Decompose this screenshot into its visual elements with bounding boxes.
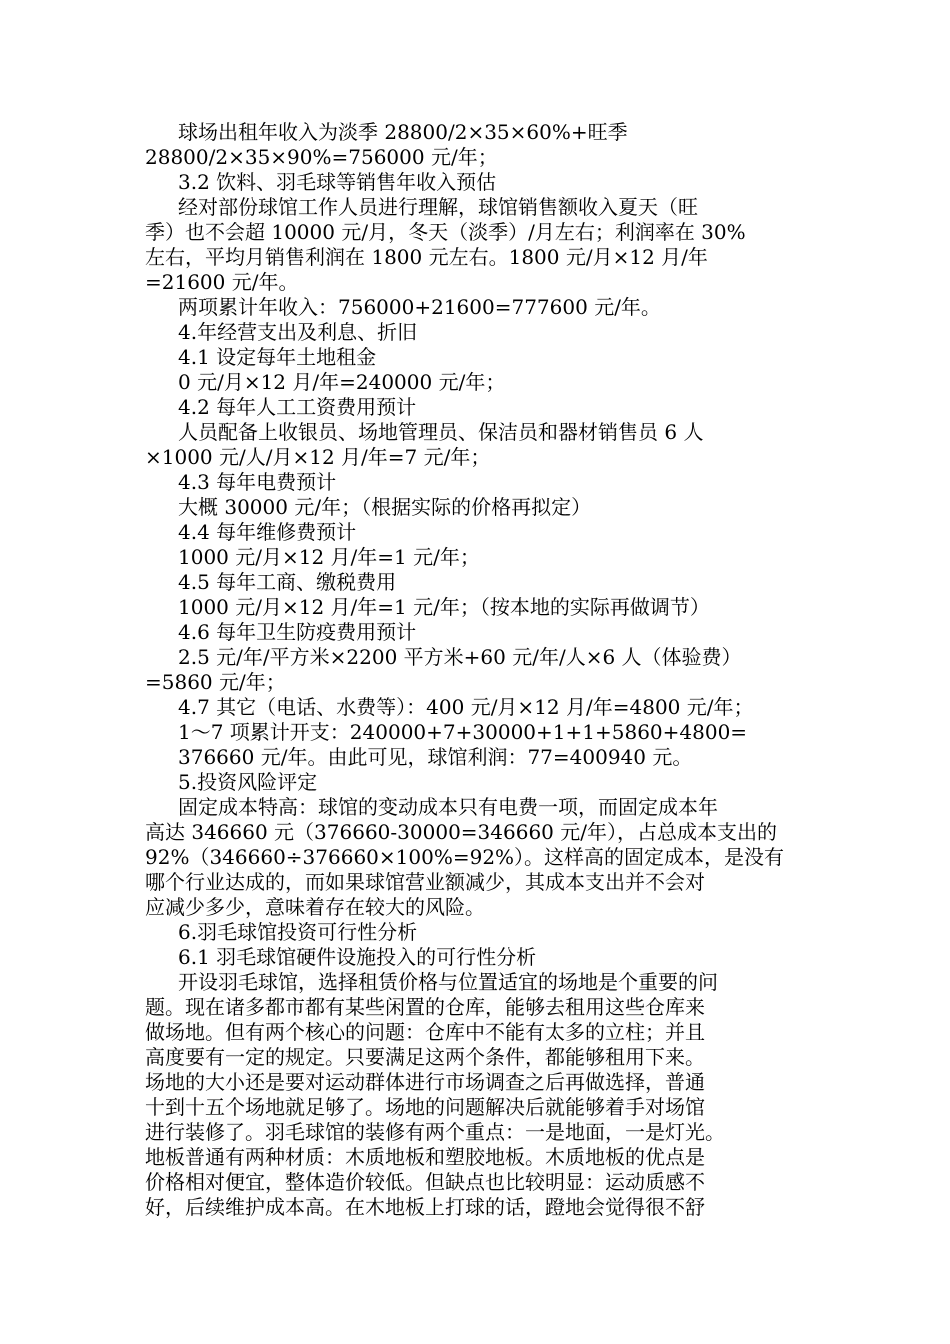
text-line: 大概 30000 元/年；（根据实际的价格再拟定） (178, 495, 592, 519)
text-line: 1000 元/月×12 月/年=1 元/年； (178, 545, 480, 569)
text-line: 4.1 设定每年土地租金 (178, 345, 377, 369)
text-line: 5.投资风险评定 (178, 770, 318, 794)
document-body (145, 120, 795, 1220)
text-line: 好，后续维护成本高。在木地板上打球的话，蹬地会觉得很不舒 (145, 1195, 705, 1219)
text-line: 376660 元/年。由此可见，球馆利润：77=400940 元。 (178, 745, 693, 769)
text-line: 哪个行业达成的，而如果球馆营业额减少，其成本支出并不会对 (145, 870, 705, 894)
text-line: 1000 元/月×12 月/年=1 元/年；（按本地的实际再做调节） (178, 595, 710, 619)
text-line: =5860 元/年； (145, 670, 286, 694)
text-line: 季）也不会超 10000 元/月，冬天（淡季）/月左右；利润率在 30% (145, 220, 746, 244)
text-line: 价格相对便宜，整体造价较低。但缺点也比较明显：运动质感不 (145, 1170, 705, 1194)
text-line: 高达 346660 元（376660-30000=346660 元/年），占总成本支出的 (145, 820, 777, 844)
text-line: ×1000 元/人/月×12 月/年=7 元/年； (145, 445, 491, 469)
text-line: 人员配备上收银员、场地管理员、保洁员和器材销售员 6 人 (178, 420, 704, 444)
text-line: 4.6 每年卫生防疫费用预计 (178, 620, 417, 644)
text-line: 应减少多少，意味着存在较大的风险。 (145, 895, 485, 919)
text-line: 2.5 元/年/平方米×2200 平方米+60 元/年/人×6 人（体验费） (178, 645, 742, 669)
text-line: 28800/2×35×90%=756000 元/年； (145, 145, 498, 169)
text-line: 固定成本特高：球馆的变动成本只有电费一项，而固定成本年 (178, 795, 718, 819)
text-line: 3.2 饮料、羽毛球等销售年收入预估 (178, 170, 497, 194)
text-line: 场地的大小还是要对运动群体进行市场调查之后再做选择，普通 (145, 1070, 705, 1094)
text-line: 十到十五个场地就足够了。场地的问题解决后就能够着手对场馆 (145, 1095, 705, 1119)
text-line: 球场出租年收入为淡季 28800/2×35×60%+旺季 (178, 120, 628, 144)
text-line: 左右，平均月销售利润在 1800 元左右。1800 元/月×12 月/年 (145, 245, 708, 269)
text-line: =21600 元/年。 (145, 270, 299, 294)
text-line: 高度要有一定的规定。只要满足这两个条件，都能够租用下来。 (145, 1045, 705, 1069)
text-line: 题。现在诸多都市都有某些闲置的仓库，能够去租用这些仓库来 (145, 995, 705, 1019)
text-line: 92%（346660÷376660×100%=92%）。这样高的固定成本，是没有 (145, 845, 785, 869)
text-line: 4.年经营支出及利息、折旧 (178, 320, 418, 344)
text-line: 0 元/月×12 月/年=240000 元/年； (178, 370, 506, 394)
text-line: 地板普通有两种材质：木质地板和塑胶地板。木质地板的优点是 (145, 1145, 705, 1169)
text-line: 两项累计年收入：756000+21600=777600 元/年。 (178, 295, 661, 319)
text-line: 6.1 羽毛球馆硬件设施投入的可行性分析 (178, 945, 537, 969)
text-line: 经对部份球馆工作人员进行理解，球馆销售额收入夏天（旺 (178, 195, 698, 219)
text-line: 进行装修了。羽毛球馆的装修有两个重点：一是地面，一是灯光。 (145, 1120, 725, 1144)
text-line: 做场地。但有两个核心的问题：仓库中不能有太多的立柱；并且 (145, 1020, 705, 1044)
text-line: 4.3 每年电费预计 (178, 470, 337, 494)
text-line: 开设羽毛球馆，选择租赁价格与位置适宜的场地是个重要的问 (178, 970, 718, 994)
text-line: 4.4 每年维修费预计 (178, 520, 357, 544)
text-line: 6.羽毛球馆投资可行性分析 (178, 920, 418, 944)
text-line: 4.5 每年工商、缴税费用 (178, 570, 397, 594)
text-line: 4.7 其它（电话、水费等）：400 元/月×12 月/年=4800 元/年； (178, 695, 754, 719)
text-line: 4.2 每年人工工资费用预计 (178, 395, 417, 419)
text-line: 1～7 项累计开支：240000+7+30000+1+1+5860+4800= (178, 720, 748, 744)
